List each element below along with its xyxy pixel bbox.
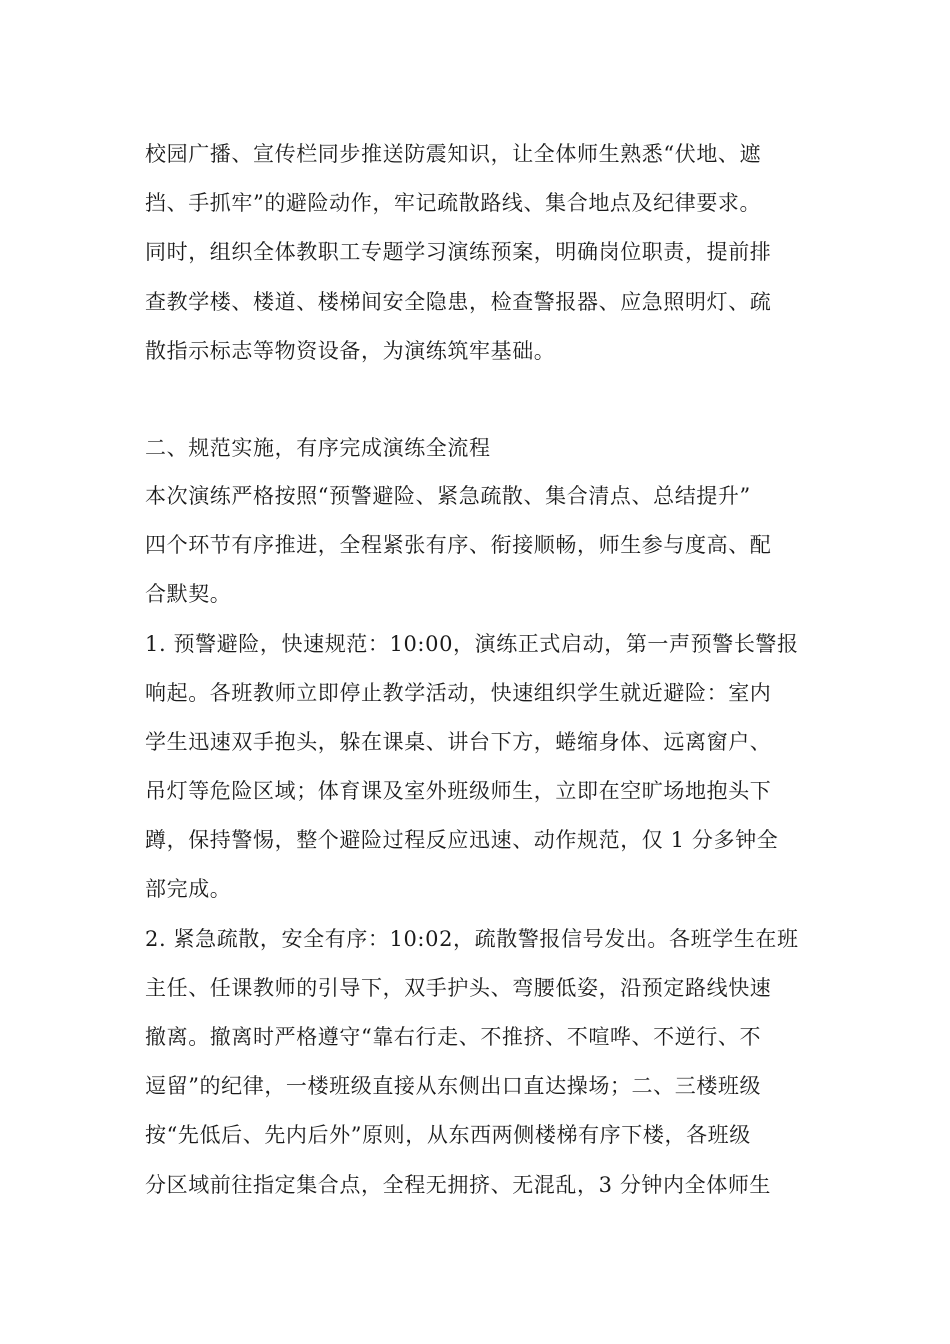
paragraph-item-evacuation [145, 915, 807, 1210]
text-line: 学生迅速双手抱头，躲在课桌、讲台下方，蜷缩身体、远离窗户、 [145, 729, 772, 754]
text-line: 主任、任课教师的引导下，双手护头、弯腰低姿，沿预定路线快速 [145, 975, 772, 1000]
text-line: 校园广播、宣传栏同步推送防震知识，让全体师生熟悉“伏地、遮 [145, 142, 762, 166]
paragraph-item-warning [145, 620, 807, 915]
paragraph-gap [145, 376, 807, 424]
text-line: 逗留”的纪律，一楼班级直接从东侧出口直达操场；二、三楼班级 [145, 1074, 762, 1099]
text-line: 撤离。撤离时严格遵守“靠右行走、不推挤、不喧哗、不逆行、不 [145, 1025, 762, 1049]
text-line: 按“先低后、先内后外”原则，从东西两侧楼梯有序下楼，各班级 [145, 1123, 751, 1148]
text-line: 吊灯等危险区域；体育课及室外班级师生，立即在空旷场地抱头下 [145, 779, 772, 804]
text-line: 响起。各班教师立即停止教学活动，快速组织学生就近避险：室内 [145, 680, 772, 705]
section-heading: 二、规范实施，有序完成演练全流程 [145, 435, 491, 460]
text-line: 查教学楼、楼道、楼梯间安全隐患，检查警报器、应急照明灯、疏 [145, 289, 772, 314]
text-line: 同时，组织全体教职工专题学习演练预案，明确岗位职责，提前排 [145, 240, 772, 265]
document-page [145, 130, 807, 1210]
text-line: 部完成。 [145, 877, 232, 902]
text-line: 蹲，保持警惕，整个避险过程反应迅速、动作规范，仅 1 分多钟全 [145, 828, 779, 853]
text-line: 1. 预警避险，快速规范：10:00，演练正式启动，第一声预警长警报 [145, 631, 799, 656]
text-line: 四个环节有序推进，全程紧张有序、衔接顺畅，师生参与度高、配 [145, 533, 772, 558]
text-line: 挡、手抓牢”的避险动作，牢记疏散路线、集合地点及纪律要求。 [145, 191, 762, 216]
paragraph-intro [145, 472, 807, 620]
text-line: 本次演练严格按照“预警避险、紧急疏散、集合清点、总结提升” [145, 483, 751, 508]
text-line: 合默契。 [145, 582, 232, 607]
text-line: 分区域前往指定集合点，全程无拥挤、无混乱，3 分钟内全体师生 [145, 1172, 772, 1197]
paragraph-safety-preparation [145, 130, 807, 376]
text-line: 2. 紧急疏散，安全有序：10:02，疏散警报信号发出。各班学生在班 [145, 926, 799, 951]
text-line: 散指示标志等物资设备，为演练筑牢基础。 [145, 338, 556, 363]
